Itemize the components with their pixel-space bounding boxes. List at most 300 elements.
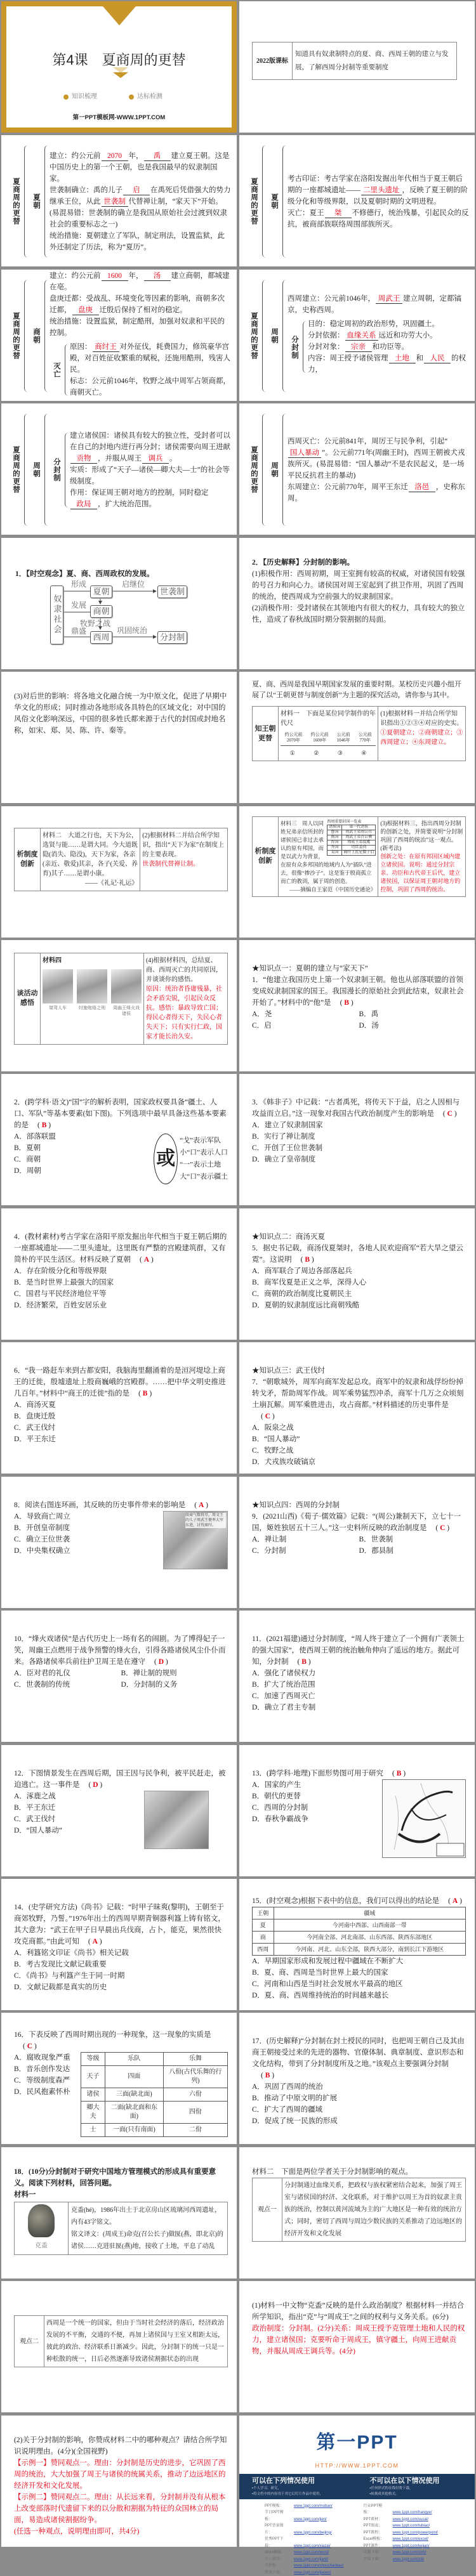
option-d[interactable]: D．夏、商、西周维持统治的时间越来越长 [252,1991,389,1999]
tree-line [308,353,470,376]
resource-links [265,2503,462,2576]
option-b[interactable]: B．商军伐夏是正义之举，深得人心 [252,1278,367,1286]
illustration-caption: 桀驾人车 [49,1005,67,1010]
usage-band [239,2474,475,2499]
option-d[interactable]: D．确立了君主专制 [252,1704,316,1711]
viewpoint-label: 观点一 [253,2178,282,2241]
tick-marker: ③ [337,750,343,757]
side-box-slave-society: 奴隶社会 [50,585,63,644]
tree-line [50,293,232,316]
material-text: 材料二 大道之行也，天下为公，选贤与能……是谓大同。今大道既隐(消失、隐没)，天下为家，各亲(亲近、敬爱)其亲，各子(关爱、养育)其子……是谓小康。 [43,832,138,877]
resource-link[interactable]: www.1ppt.com/beijing/ [294,2530,332,2535]
answer-text: (任选一种观点，说明理由即可，共4分) [14,2527,140,2535]
tree-line [50,150,232,185]
resource-link[interactable]: www.1ppt.com/tubiao/ [392,2524,430,2528]
table-cell: 晋国 [327,840,342,845]
resource-link[interactable]: www.1ppt.com/jieri/ [294,2517,327,2521]
slide-28-question [239,1745,475,1876]
text: 建立商朝，都城建在亳。 [50,272,230,292]
fill-blank-answer: 土地 [389,355,416,363]
options-list [14,1947,228,1993]
paragraph [252,603,466,625]
fill-blank-answer: 启 [123,186,150,195]
option-b[interactable]: B．扩大了统治范围 [252,1681,315,1689]
text: ，并服从周王 [98,454,142,462]
text: (2)消极作用：受封诸侯在其领地内有很大的权力，具有较大的独立性，造成了春秋战国时期分裂割据的局面。 [252,604,465,624]
link-row [265,2570,364,2576]
option-b[interactable]: B．世袭制 [359,1535,393,1543]
text: 作用：保证周王朝对地方的控制，同时稳定 [70,488,209,497]
lesson-title: 第4课 夏商周的更替 [52,52,186,68]
fill-blank-answer: 血缘关系 [345,332,378,341]
table-cell: 一面(只有南面) [105,2124,163,2137]
campaign-map-image [382,1779,466,1858]
resource-link[interactable]: www.1ppt.com/sucai/ [392,2517,428,2521]
column-header: 乐舞 [163,2053,227,2066]
question-text: 4．(教材素材)考古学家在洛阳平原发掘出年代相当于夏王朝后期的一座都城遗址——二里头遗址，这里既有严整的宫殿建筑群，又有简朴的平民生活区。材料反映了夏朝 [14,1232,227,1264]
text: 18．(10分)分封制对于研究中国地方管理模式的形成具有重要意义。阅读下列材料，回答问题。 [14,2167,216,2187]
option-b[interactable]: B．夏、商、西周是当时世界上最大的国家 [252,1968,388,1977]
resource-link[interactable]: www.1ppt.com/moban/ [294,2504,333,2508]
resource-link[interactable]: www.1ppt.com/excel/ [392,2537,428,2542]
tree-subgroup [50,341,232,398]
link-row [364,2536,463,2543]
question-text: 15．(时空观念)根据下表中的信息，我们可以得出的结论是 [252,1897,440,1905]
illustration-caption: 纣施炮烙之刑 [79,1005,105,1010]
option-a[interactable]: A．导致商亡周立 [14,1512,70,1520]
slide-37-paras [1,2416,237,2547]
option-a[interactable]: A．建立了奴隶制国家 [252,1121,323,1130]
slide-19-question [1,1208,237,1340]
option-c[interactable]: C．《尚书》与利簋产生于同一时期 [14,1971,125,1980]
brace-bracket [65,344,69,396]
question-body [14,1131,228,1184]
chevron-down-icon [113,72,128,78]
question-block [14,1097,228,1184]
option-d[interactable]: D．中央集权确立 [14,1546,70,1555]
text-block [252,2300,466,2357]
resource-link[interactable]: www.1ppt.com/shouchaobao/ [294,2564,344,2568]
brace-bracket [44,414,48,526]
option-c[interactable]: C．河南和山西是当时社会发展水平最高的地区 [252,1980,403,1988]
text: 标志：公元前1046年，牧野之战中周军占领商都，商朝灭亡。 [70,377,230,397]
illustration-image [77,969,107,1004]
option-a[interactable]: A．早期国家形成和发展过程中疆域在不断扩大 [252,1957,404,1965]
slide-15-activity [1,940,237,1071]
option-c[interactable]: C．西周的分封制 [252,1803,308,1812]
text: 灭亡：夏王 [288,209,324,217]
option-b[interactable]: B．推动了中原文明的扩展 [252,2095,338,2103]
options-list [252,1668,466,1713]
fill-blank-answer: 宗亲 [345,343,372,352]
tick-year: 2070年 [287,738,301,743]
option-b[interactable]: B．平王东迁 [14,1803,56,1812]
text: (1)材料一中文物“克盉”反映的是什么政治制度？根据材料一并结合所学知识，指出“克”与“周成王”之间的权利与义务关系。(6分) [252,2302,465,2322]
option-a[interactable]: A．存在阶级分化和等级界限 [14,1267,107,1275]
link-label: PPT背景图片： [265,2524,284,2535]
option-a[interactable]: A．部落联盟 [14,1133,56,1141]
option-c[interactable]: C．商朝 [14,1156,41,1164]
option-a[interactable]: A．商汤灭夏 [14,1401,56,1409]
fill-blank-answer: 调兵 [142,455,169,464]
option-a[interactable]: A．阪泉之战 [252,1424,294,1432]
text: 西周建立：公元前1046年， [288,295,375,303]
resource-link[interactable]: www.1ppt.com/word/ [294,2551,329,2555]
option-a[interactable]: A．强化了诸侯权力 [252,1670,316,1677]
text: 目的：稳定周初的政治形势，巩固疆土。 [308,320,439,329]
brand-logo: 第一PPT [316,2431,398,2453]
option-a[interactable]: A．国家的产生 [252,1781,301,1789]
timeline-tick [337,732,350,743]
text: 不修德行，统治残暴，引起民众的反抗，被商部族联络周围部族所灭。 [288,209,469,228]
answer-bracket [138,1390,152,1397]
option-a[interactable]: A．禅让制 [252,1535,287,1543]
top-triangle-decoration [103,6,136,25]
option-c[interactable]: C．等级制度森严 [14,2077,70,2085]
table-cell: 天子 [81,2066,105,2088]
option-d[interactable]: D．平王东迁 [14,1435,56,1444]
option-b[interactable]: B．禹 [359,1010,379,1018]
column-header: 第一代诸侯 [342,825,376,830]
option-c[interactable]: C．加速了西周灭亡 [252,1692,315,1700]
tree-line [70,376,232,398]
option-c[interactable]: C．商朝的政治制度比夏朝民主 [252,1290,352,1298]
question-block [252,1895,466,2001]
option-d[interactable]: D．文献记载都是真实的历史 [14,1983,107,1991]
slide-22-question [239,1342,475,1474]
option-c[interactable]: C．确立王位世袭 [14,1535,70,1543]
option-b[interactable]: B．考古发现比文献记载重要 [14,1960,107,1968]
link-label: Word模板： [265,2551,286,2555]
fill-blank-answer: 洛邑 [409,483,435,492]
option-d[interactable]: D．分封制的义务 [121,1681,178,1689]
usage-item: ▪转换成其他格式， [369,2492,399,2496]
table-cell: 商 [253,1931,274,1943]
tree-root-label: 夏商周的更替 [12,178,20,226]
tree-line [288,293,470,316]
paragraph [14,2166,228,2189]
label-consolidate-rule: 巩固统治 [117,625,148,635]
option-d[interactable]: D．周朝 [14,1167,41,1175]
brace-bracket [282,414,286,526]
illustration [77,969,107,1017]
question-block [14,1365,228,1445]
answer-bracket [448,1897,462,1905]
answer-letter: B [396,1769,402,1777]
fief-table-grid [327,825,376,856]
fill-blank-answer: 禹 [144,152,171,161]
link-label: PPT模板： [265,2504,284,2508]
slide-4-tree [239,135,475,266]
node-shang: 商朝 [90,605,112,618]
answer-bracket [23,2043,37,2050]
option-a[interactable]: A．商军联合了周边各部落起兵 [252,1267,352,1275]
option-b[interactable]: B．夏朝 [14,1144,41,1153]
question-stem [14,1768,228,1791]
option-d[interactable]: D．汤 [359,1021,379,1030]
question-text: 10．“烽火戏诸侯”是古代历史上一场有名的闹剧。为了博得妃子一笑，周幽王点燃用于战争预警的烽火台，引得各路诸侯风尘仆仆而来。各路诸侯率兵前往护卫周王是在遵守 [14,1635,226,1666]
text-block [14,2315,228,2367]
table-cell: 六佾 [163,2088,227,2102]
material-cell [279,817,378,896]
table-row [81,2088,228,2102]
timeline-ruler [281,732,376,746]
option-b[interactable]: B．开创皇帝制度 [14,1524,70,1532]
option-a[interactable]: A．腐败现象严重 [14,2054,70,2062]
option-d[interactable]: D．确立了皇帝制度 [252,1156,316,1164]
fill-blank-answer: 1600 [102,272,128,281]
text: 分封依据： [308,332,345,340]
slide-33-material [1,2147,237,2279]
tree-subgroup-content [70,341,232,398]
illustration-caption: 周幽王烽火戏诸侯 [113,1005,140,1016]
resource-link[interactable]: www.1ppt.com/jiaoan/ [294,2570,331,2575]
nav-item-assessment[interactable] [129,91,162,103]
guo-character: 或 [154,1134,178,1184]
question-block [252,1231,466,1311]
material-cell [41,953,144,1044]
question-block [252,1768,466,1858]
viewpoint-label: 观点二 [15,2316,44,2367]
brace-bracket [262,414,266,526]
table-cell: 三面(缺北面) [105,2088,163,2102]
tick-year: 1600年 [313,738,327,743]
option-d[interactable]: D．犬戎族攻破镐京 [252,1458,316,1467]
text: ，反映了夏王朝的阶级分化和等级界限，以及夏朝时期的文明进程。 [288,186,468,206]
material-source: ——摘编自王家范《中国历史通论》 [289,886,376,892]
resource-link[interactable]: www.1ppt.com/shiti/ [392,2551,426,2555]
option-b[interactable]: B．是当时世界上最强大的国家 [14,1278,114,1286]
text: 统治措施：设置监狱，制定酷刑，加强对奴隶和平民的控制。 [50,318,225,337]
figure-note: “戈”表示军队 [180,1137,221,1145]
option-c[interactable]: C．国君与平民经济地位平等 [14,1290,107,1298]
option-d[interactable]: D．春秋争霸战争 [252,1815,308,1823]
text: 西周灭亡：公元前841年，周厉王与民争利，引起“ [288,437,448,445]
option-d[interactable]: D．经济繁荣，百姓安居乐业 [14,1301,107,1309]
question-body [14,1791,228,1849]
link-row [265,2536,364,2549]
text: 内容：周王授予诸侯管理 [308,355,388,363]
text: 建立：约公元前 [50,272,101,280]
viewpoint-text: 分封制通过血缘关系，把政权与族权紧密结合起来，加强了周王室与诸侯国的经济、文化联系，对于维护以周王为首的奴隶主贵族的统治，控制以黄河流域为主的广大地区是一种有效的统治方式；同时，密切了西周与周边少数民族的关系推动了边远地区的经济开发和文化发展 [284,2181,462,2237]
question-body [14,1265,228,1311]
slide-18-question [239,1074,475,1205]
option-c[interactable]: C．开创了王位世袭制 [252,1144,323,1153]
text: 。 [169,454,177,462]
answer-text: 【示例一】赞同观点一。理由：分封制是历史的进步，它巩固了西周的统治，大大加强了周王与诸侯的统属关系，推动了边远地区的经济开发和文化发展。 [14,2459,226,2490]
fill-blank-answer: 世袭制 [102,198,128,207]
question-text: 12．下图情景发生在西周后期，国王因与民争利，被平民赶走，被迫逃亡。这一事件是 [14,1769,226,1789]
description-line: 铭文译文：(周成王)命克(召公长子)做匽(燕，即北京)的诸侯……克进驻匽(燕)地，接收了土地，平息了动乱 [71,2230,223,2250]
ritual-music-table [81,2052,228,2137]
text: 年， [128,152,143,160]
option-b[interactable]: B．实行了禅让制度 [252,1133,315,1141]
question-stem [252,1376,466,1422]
activity-question: (4)根据材料四，总结夏、商、西周灭亡的共同原因，并谈谈你的感悟。 [146,957,222,983]
tick-era: 公元前 [358,732,372,738]
paragraph [14,2526,228,2537]
resource-link[interactable]: www.1ppt.com/jianli/ [294,2557,329,2561]
question-stem [252,1768,466,1779]
option-b[interactable]: B．“国人暴动” [252,1435,300,1444]
illustration [43,969,73,1017]
answer-bracket [140,1256,154,1264]
text: 和 [416,355,423,363]
question-stem [252,1511,466,1534]
table-row [81,2066,228,2088]
option-c[interactable]: C．分封制 [252,1546,286,1555]
column-header: 王朝 [253,1907,274,1919]
text: 建立诸侯国：诸侯具有较大的独立性，受封者可以在自己的封地内进行再分封；诸侯需要向周王进献 [70,431,230,451]
tree-branch-label: 周朝 [270,327,278,344]
activity-question: (2)根据材料二并结合所学知识，指出“天下为家”在制度上的主要表现。 [142,832,225,858]
answer-letter: D [158,1658,164,1666]
slide-26-question [239,1611,475,1742]
option-b[interactable]: B．禅让制的规则 [121,1670,177,1677]
option-c[interactable]: C．扩大了西周的疆域 [252,2106,323,2114]
answer-letter: C [27,2043,33,2051]
timeline-tick [311,732,329,743]
table-cell: 周武王弟召公奭 [342,835,376,840]
question-stem [14,1902,228,1947]
question-body [252,1422,466,1468]
node-xizhou: 西周 [90,631,112,644]
text: ，扩大统治范围。 [98,500,156,508]
answer-bracket [37,1121,51,1129]
slide-32-question [239,2013,475,2144]
answer-bracket [340,999,354,1007]
node-enfeoffment: 分封制 [157,631,187,644]
option-c[interactable]: C．武王伐纣 [14,1815,56,1823]
tree-subgroup-label: 灭亡 [53,362,60,378]
table-cell: 西周 [253,1943,274,1955]
tree-branch-label: 夏朝 [32,193,40,210]
link-label: Excel模板： [363,2537,385,2542]
label-qi-succession: 启继位 [122,579,145,589]
tree-subgroup [288,318,470,376]
question-body [14,1668,228,1690]
resource-link[interactable]: www.1ppt.com/hangye/ [392,2511,432,2515]
question-stem [14,1500,228,1511]
slide-36-paras [239,2281,475,2412]
slide-21-question [1,1342,237,1474]
fill-blank-answer: 周武王 [376,295,402,304]
slide-30-question [239,1879,475,2010]
material-text: 材料四 [43,957,62,964]
nav-item-knowledge[interactable] [63,91,97,103]
link-row [265,2523,364,2536]
link-row [265,2503,364,2510]
fill-blank-answer: 政局 [70,500,97,509]
territory-table [252,1907,466,1956]
map-routes [383,1780,465,1857]
question-text: 13．(跨学科·地理)下面形势图可用于研究 [252,1769,383,1777]
slide-17-question [1,1074,237,1205]
options-list [14,2052,81,2098]
viewpoint-table [14,2315,228,2367]
timeline-tick [285,732,303,743]
option-c[interactable]: C．牧野之战 [252,1447,294,1455]
brace-bracket [44,145,48,258]
options-list [252,1534,466,1557]
material-cell [41,828,140,891]
tree-line [308,341,470,353]
option-c[interactable]: C．启 [252,1021,272,1030]
text: 统治措施：夏朝建立了军队，制定刑法，设置监狱，此外还制定了历法，称为“夏历”。 [50,232,225,251]
option-d[interactable]: D．民风抱素怀朴 [14,2088,70,2096]
option-c[interactable]: C．世袭制的传统 [14,1681,70,1689]
option-b[interactable]: B．盘庚迁殷 [14,1413,56,1421]
option-a[interactable]: A．利簋铭文印证《尚书》相关记载 [14,1949,129,1957]
paragraph [14,2492,228,2526]
option-a[interactable]: A．涿鹿之战 [14,1792,56,1800]
text: 材料一 [14,2190,36,2199]
question-cell [378,817,465,896]
nav-label: 知识梳理 [72,93,97,100]
option-c[interactable]: C．武王伐纣 [14,1424,56,1432]
table-cell: 功臣姜尚 [342,845,376,850]
question-text: 3．《韩非子》中记载：“古者禹死，将传天下于益，启之人因相与攻益而立启。”这一现象对我国古代政治制度产生的影响是 [252,1099,460,1118]
paragraph [14,2435,228,2457]
question-stem [252,1895,466,1907]
question-stem [14,1097,228,1131]
resource-link[interactable]: www.1ppt.com/powerpoint/ [392,2530,439,2535]
tree-line [288,173,470,207]
knowledge-tree [9,272,232,397]
answer-bracket [194,1501,208,1509]
viewpoint-table [252,2178,466,2242]
question-body [14,1511,228,1569]
node-hereditary-system: 世袭制 [157,585,187,598]
option-d[interactable]: D．夏朝的奴隶制度远比商朝残酷 [252,1301,360,1309]
tree-root-label: 夏商周的更替 [12,311,20,360]
answer-text: 【示例二】赞同观点二。理由：从长远来看，分封制并没有从根本上改变部落时代遗留下来的以分散和割据为特征的众国林立的局面，易造成诸侯割据纷争。 [14,2493,226,2524]
question-stem [14,2029,228,2052]
question-figure [163,1511,228,1569]
question-block [14,1902,228,1993]
figure-note: 小“口”表示人口 [180,1149,228,1157]
resource-link[interactable]: www.1ppt.com/kejian/ [392,2544,430,2548]
slide-6-tree [239,270,475,401]
answer-bracket [154,1658,168,1666]
slide-8-tree [239,403,475,535]
activity-intro: 夏、商、西周是我国早期国家发展的重要时期。某校历史兴趣小组开展了以“王朝更替与制度创新”为主题的探究活动，请你参与其中。 [252,681,461,700]
question-body [252,1956,466,2001]
links-column [265,2503,364,2576]
resource-link[interactable]: www.1ppt.com/ziti/ [392,2557,425,2561]
slide-34-viewpoint [239,2147,475,2279]
link-row [364,2523,463,2530]
tick-year: 1046年 [336,738,350,743]
option-a[interactable]: A．巩固了西周的统治 [252,2083,323,2091]
option-a[interactable]: A．臣对君的礼仪 [14,1670,70,1677]
knowledge-tree [247,277,470,395]
option-d[interactable]: D．郡县制 [359,1546,393,1555]
option-b[interactable]: B．音乐创作发达 [14,2065,70,2074]
option-a[interactable]: A．尧 [252,1010,272,1018]
resource-link[interactable]: www.1ppt.com/xiazai/ [294,2544,331,2548]
option-b[interactable]: B．朝代的更替 [252,1792,301,1800]
link-label: 手抄报： [265,2564,281,2568]
fill-blank-answer: 商纣王 [93,343,119,352]
figure-notes [180,1135,228,1183]
activity-stage-label: 析制度创新 [253,817,279,896]
fill-blank-answer: 国人暴动 [288,449,321,458]
node-xia: 夏朝 [90,585,112,598]
question-block [252,1097,466,1165]
option-d[interactable]: D．促成了统一民族的形成 [252,2117,338,2126]
option-d[interactable]: D．“国人暴动” [14,1826,63,1834]
